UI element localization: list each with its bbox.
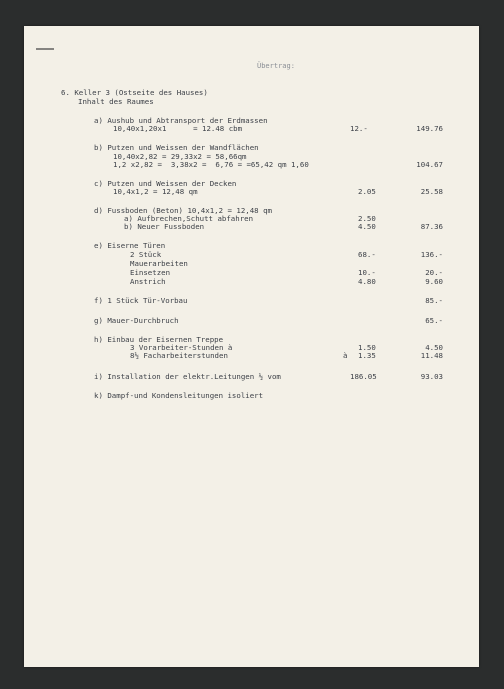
item-i-unit: 186.05 <box>350 372 377 381</box>
item-c-unit: 2.05 <box>358 187 376 196</box>
item-a-unit: 12.- <box>350 124 368 133</box>
item-e-unit-anstrich: 4.80 <box>358 277 376 286</box>
item-h-unit-facharbeiter: 1.35 <box>358 351 376 360</box>
item-g-title: g) Mauer-Durchbruch <box>94 316 179 325</box>
item-c-total: 25.58 <box>420 187 443 196</box>
item-h-total-vorarbeiter: 4.50 <box>425 343 443 352</box>
item-f-title: f) 1 Stück Tür-Vorbau <box>94 296 188 305</box>
document-page <box>24 26 479 667</box>
item-c-calc: 10,4x1,2 = 12,48 qm <box>113 187 198 196</box>
item-d-unit-a: 2.50 <box>358 214 376 223</box>
item-d-sub-b: b) Neuer Fussboden <box>124 222 205 231</box>
item-e-line-count: 2 Stück <box>130 250 162 259</box>
item-c-title: c) Putzen und Weissen der Decken <box>94 179 237 188</box>
item-d-sub-a: a) Aufbrechen,Schutt abfahren <box>124 214 254 223</box>
item-a-calc: 10,40x1,20x1 = 12.48 cbm <box>113 124 243 133</box>
item-b-calc1: 10,40x2,82 = 29,33x2 = 58,66qm <box>113 152 247 161</box>
item-b-total: 104.67 <box>416 160 443 169</box>
item-d-total: 87.36 <box>420 222 443 231</box>
item-h-line-facharbeiter: 8½ Facharbeiterstunden <box>130 351 228 360</box>
item-h-line-vorarbeiter: 3 Vorarbeiter-Stunden à <box>130 343 233 352</box>
item-b-title: b) Putzen und Weissen der Wandflächen <box>94 143 259 152</box>
item-f-total: 85.- <box>425 296 443 305</box>
item-e-line-anstrich: Anstrich <box>130 277 166 286</box>
item-h-prefix-facharbeiter: à <box>343 351 348 360</box>
item-h-unit-vorarbeiter: 1.50 <box>358 343 376 352</box>
item-e-total-einsetzen: 20.- <box>425 268 443 277</box>
item-h-title: h) Einbau der Eisernen Treppe <box>94 335 224 344</box>
section-title: 6. Keller 3 (Ostseite des Hauses) <box>61 88 208 97</box>
section-subtitle: Inhalt des Raumes <box>78 97 154 106</box>
item-k-title: k) Dampf-und Kondensleitungen isoliert <box>94 391 264 400</box>
item-e-unit-count: 68.- <box>358 250 376 259</box>
item-e-title: e) Eiserne Türen <box>94 241 166 250</box>
item-e-total-anstrich: 9.60 <box>425 277 443 286</box>
item-h-total-facharbeiter: 11.48 <box>420 351 443 360</box>
item-a-total: 149.76 <box>416 124 443 133</box>
page-header: Übertrag: <box>257 62 295 70</box>
item-e-total-count: 136.- <box>420 250 443 259</box>
corner-mark <box>36 48 54 50</box>
item-e-unit-einsetzen: 10.- <box>358 268 376 277</box>
item-i-total: 93.03 <box>420 372 443 381</box>
item-e-line-mauer: Mauerarbeiten <box>130 259 188 268</box>
item-b-calc2: 1,2 x2,82 = 3,38x2 = 6,76 = =65,42 qm 1,60 <box>113 160 309 169</box>
item-d-unit-b: 4.50 <box>358 222 376 231</box>
item-a-title: a) Aushub und Abtransport der Erdmassen <box>94 116 268 125</box>
item-g-total: 65.- <box>425 316 443 325</box>
item-i-title: i) Installation der elektr.Leitungen ½ vom <box>94 372 281 381</box>
item-e-line-einsetzen: Einsetzen <box>130 268 171 277</box>
item-d-title: d) Fussboden (Beton) 10,4x1,2 = 12,48 qm <box>94 206 272 215</box>
